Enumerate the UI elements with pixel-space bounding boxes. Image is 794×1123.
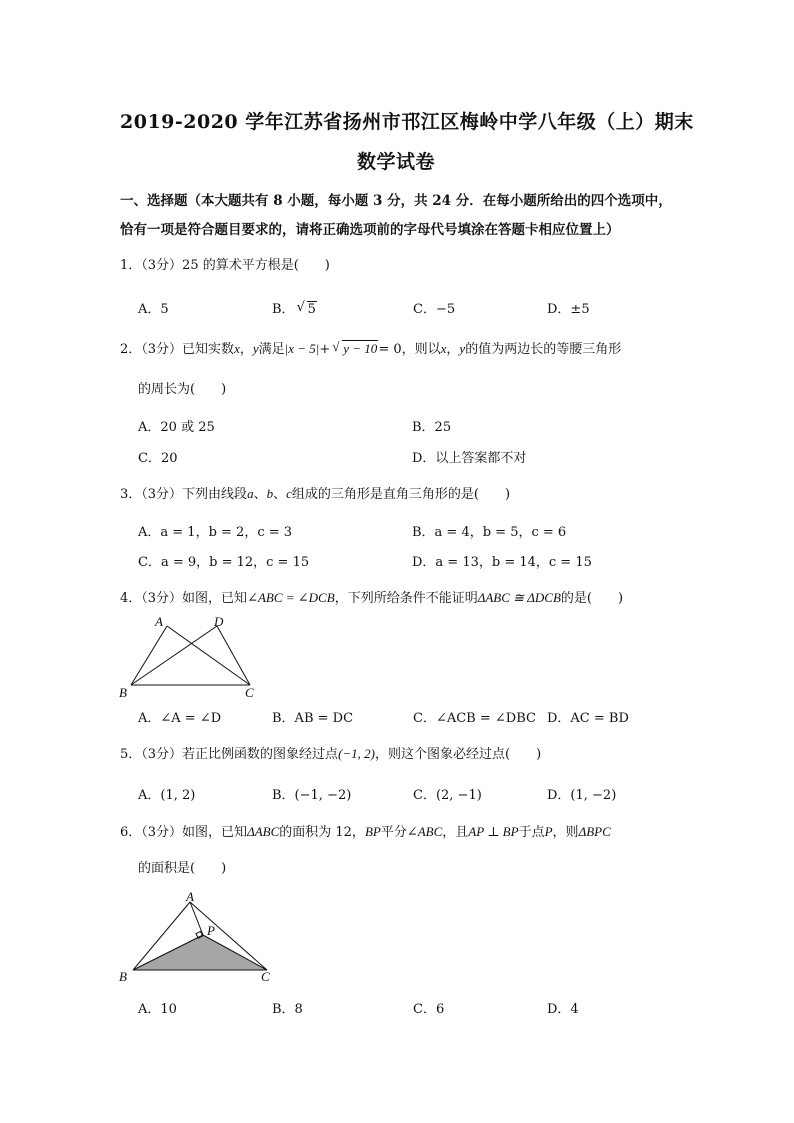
segment-dc [217, 626, 250, 685]
q6-figure [115, 885, 275, 985]
text: 的面积为 12， [279, 825, 365, 840]
question-1 [120, 254, 330, 273]
question-3 [120, 483, 510, 502]
q6-option-d: D．4 [547, 1002, 579, 1017]
label-d: D [214, 614, 224, 629]
triangle-abc: ΔABC [247, 824, 280, 839]
segment-bd [131, 626, 217, 685]
section-header-line2: 恰有一项是符合题目要求的，请将正确选项前的字母代号填涂在答题卡相应位置上） [120, 222, 620, 238]
text: ，则 [552, 825, 579, 840]
text: 平分 [380, 825, 407, 840]
q2-option-b: B．25 [412, 420, 452, 435]
q3-option-d: D．a = 13，b = 14，c = 15 [412, 555, 592, 570]
text: 于点 [518, 825, 545, 840]
triangle-bpc: ΔBPC [578, 824, 611, 839]
question-5 [120, 743, 541, 762]
question-2-line2: 的周长为( ) [138, 382, 227, 397]
var-b: b [266, 486, 274, 501]
question-number: 3．（3分） [120, 487, 183, 502]
q1-option-c: C．−5 [413, 302, 456, 317]
text: ，则以 [401, 342, 441, 357]
var-x: x [234, 341, 240, 356]
q4-figure [115, 612, 265, 704]
abs-expr: |x − 5| [284, 341, 320, 356]
q4-option-a: A．∠A = ∠D [138, 711, 222, 726]
segment-ap [190, 902, 203, 935]
page-subtitle: 数学试卷 [357, 151, 436, 173]
text: 如图，已知 [182, 591, 248, 606]
section-header-line1: 一、选择题（本大题共有 8 小题，每小题 3 分，共 24 分．在每小题所给出的四个选项中， [120, 193, 672, 209]
text: 、 [253, 487, 267, 502]
question-4 [120, 587, 623, 606]
q4-option-c: C．∠ACB = ∠DBC [413, 711, 536, 726]
text: 的值为两边长的等腰三角形 [465, 342, 622, 357]
question-6 [120, 821, 611, 840]
text: 满足 [258, 342, 285, 357]
q4-option-d: D．AC = BD [547, 711, 629, 726]
point-p: P [544, 824, 553, 839]
label-p: P [207, 923, 215, 938]
label-a: A [186, 889, 194, 904]
q4-option-b: B．AB = DC [272, 711, 354, 726]
text: ，下列所给条件不能证明 [334, 591, 478, 606]
segment-ba [131, 626, 167, 685]
question-6-line2: 的面积是( ) [138, 861, 227, 876]
text: 若正比例函数的图象经过点 [182, 747, 339, 762]
text: ，则这个图象必经过点( ) [375, 747, 542, 762]
label-c: C [245, 685, 254, 700]
text: 组成的三角形是直角三角形的是( ) [291, 487, 511, 502]
q5-option-c: C．(2, −1) [413, 788, 482, 803]
var-y: y [252, 341, 259, 356]
text: 的是( ) [560, 591, 624, 606]
label-c: C [261, 969, 270, 984]
plus: + [319, 342, 331, 357]
sqrt-expr: √ y − 10 [332, 341, 378, 357]
q5-option-d: D．(1, −2) [547, 788, 617, 803]
segment-ac [167, 626, 250, 685]
q6-option-a: A．10 [138, 1002, 177, 1017]
congruence-expr: ΔABC ≅ ΔDCB [477, 590, 561, 605]
q1-option-a: A．5 [138, 302, 169, 317]
text: ， [239, 342, 253, 357]
q3-option-b: B．a = 4，b = 5，c = 6 [412, 525, 567, 540]
text: 已知实数 [182, 342, 235, 357]
q2-option-c: C．20 [138, 451, 178, 466]
segment-bp: BP [364, 824, 381, 839]
q3-option-c: C．a = 9，b = 12，c = 15 [138, 555, 310, 570]
question-text: 25 的算术平方根是( ) [182, 258, 330, 273]
label-a: A [155, 614, 163, 629]
question-number: 6．（3分） [120, 825, 183, 840]
q3-option-a: A．a = 1，b = 2，c = 3 [138, 525, 293, 540]
q5-option-b: B．(−1, −2) [272, 788, 352, 803]
q2-option-a: A．20 或 25 [138, 420, 215, 435]
label-b: B [119, 969, 127, 984]
text: 下列由线段 [182, 487, 248, 502]
question-number: 4．（3分） [120, 591, 183, 606]
q2-option-d: D．以上答案都不对 [412, 451, 527, 466]
page-title: 2019-2020 学年江苏省扬州市邗江区梅岭中学八年级（上）期末 [120, 111, 694, 133]
q1-option-d: D．±5 [547, 302, 590, 317]
equals: = 0 [378, 342, 402, 357]
angle-abc: ∠ABC [406, 824, 443, 839]
option-label: B． [272, 302, 295, 317]
label-b: B [119, 685, 127, 700]
point-expr: (−1, 2) [338, 746, 375, 761]
var-x: x [440, 341, 447, 356]
angle-expr: ∠ABC = ∠DCB [247, 590, 335, 605]
var-y: y [459, 341, 466, 356]
text: 、 [273, 487, 287, 502]
text: 如图，已知 [182, 825, 248, 840]
var-c: c [286, 486, 292, 501]
q6-option-b: B．8 [272, 1002, 303, 1017]
text: ，且 [442, 825, 469, 840]
question-2 [120, 338, 621, 357]
q1-option-b [272, 298, 317, 317]
q6-option-c: C．6 [413, 1002, 445, 1017]
q5-option-a: A．(1, 2) [138, 788, 196, 803]
question-number: 1．（3分） [120, 258, 183, 273]
perp-expr: AP ⊥ BP [468, 824, 519, 839]
question-number: 2．（3分） [120, 342, 183, 357]
text: ， [446, 342, 460, 357]
var-a: a [247, 486, 254, 501]
sqrt-5: √ 5 [297, 302, 317, 317]
question-number: 5．（3分） [120, 747, 183, 762]
